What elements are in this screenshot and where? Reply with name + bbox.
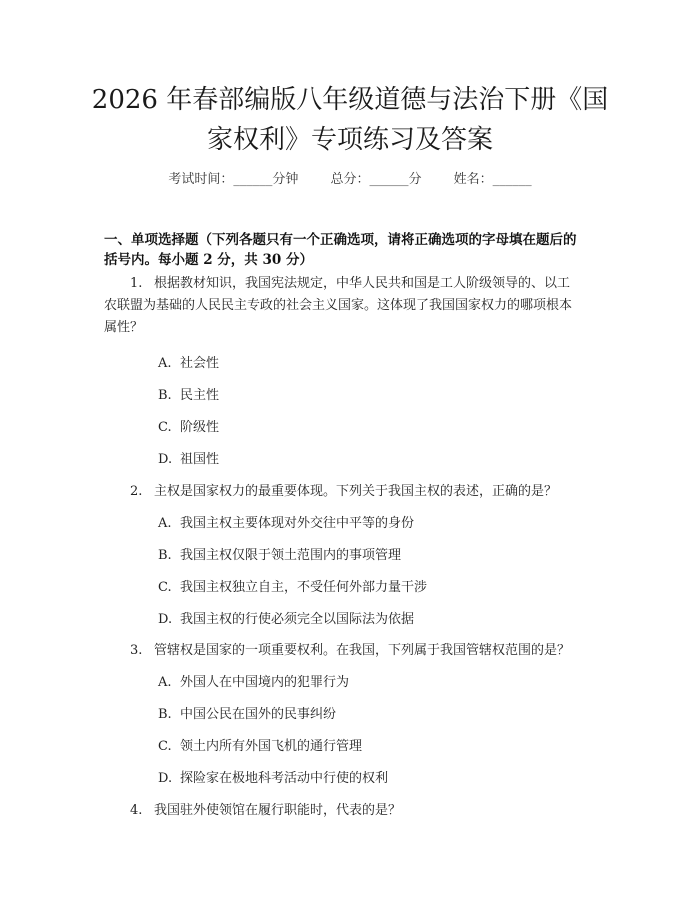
option-letter: C.: [158, 580, 172, 595]
option-text: 民主性: [180, 388, 220, 403]
option-letter: A.: [158, 675, 172, 690]
title-line-1: 2026 年春部编版八年级道德与法治下册《国: [91, 85, 609, 115]
student-name-field: 姓名：______: [453, 172, 532, 187]
option-letter: B.: [158, 548, 172, 563]
option-1b: [158, 386, 219, 406]
option-letter: A.: [158, 516, 172, 531]
exam-time-field: 考试时间：______分钟: [168, 172, 299, 187]
option-2b: [158, 546, 401, 566]
section-heading-line-1: 一、单项选择题（下列各题只有一个正确选项，请将正确选项的字母填在题后的: [104, 232, 577, 248]
question-number: 3.: [130, 643, 143, 658]
question-number: 1.: [130, 276, 143, 291]
option-letter: D.: [158, 771, 173, 786]
option-letter: D.: [158, 612, 173, 627]
option-3c: [158, 737, 362, 757]
option-text: 领土内所有外国飞机的通行管理: [180, 739, 363, 754]
option-letter: D.: [158, 452, 173, 467]
document-title: [0, 80, 700, 160]
option-text: 探险家在极地科考活动中行使的权利: [180, 771, 389, 786]
question-1: [104, 273, 604, 339]
question-text: 我国驻外使领馆在履行职能时，代表的是？: [154, 803, 402, 818]
option-text: 祖国性: [180, 452, 220, 467]
question-text: 管辖权是国家的一项重要权利。在我国，下列属于我国管辖权范围的是？: [154, 643, 571, 658]
question-text: 根据教材知识，我国宪法规定，中华人民共和国是工人阶级领导的、以工: [154, 276, 571, 291]
option-letter: B.: [158, 388, 172, 403]
question-2: [104, 481, 604, 503]
section-heading-line-2: 括号内。每小题 2 分，共 30 分）: [104, 252, 313, 268]
question-number: 2.: [130, 484, 143, 499]
option-3a: [158, 673, 349, 693]
total-score-field: 总分：______分: [330, 172, 422, 187]
question-4: [104, 800, 604, 822]
exam-meta-line: [0, 168, 700, 187]
option-text: 我国主权的行使必须完全以国际法为依据: [180, 612, 415, 627]
option-3d: [158, 769, 388, 789]
option-1a: [158, 354, 219, 374]
question-number: 4.: [130, 803, 143, 818]
question-3: [104, 640, 604, 662]
question-text-continued: 农联盟为基础的人民民主专政的社会主义国家。这体现了我国国家权力的哪项根本: [104, 298, 573, 313]
option-2c: [158, 578, 427, 598]
option-1d: [158, 450, 219, 470]
option-2d: [158, 610, 414, 630]
option-letter: C.: [158, 420, 172, 435]
option-1c: [158, 418, 219, 438]
option-3b: [158, 705, 336, 725]
section-heading: [104, 230, 604, 270]
option-letter: A.: [158, 356, 172, 371]
option-text: 社会性: [180, 356, 220, 371]
option-letter: C.: [158, 739, 172, 754]
option-text: 外国人在中国境内的犯罪行为: [180, 675, 350, 690]
option-text: 我国主权独立自主，不受任何外部力量干涉: [180, 580, 428, 595]
option-text: 我国主权仅限于领土范围内的事项管理: [180, 548, 402, 563]
question-text-continued: 属性？: [104, 320, 144, 335]
option-2a: [158, 514, 414, 534]
option-text: 阶级性: [180, 420, 220, 435]
title-line-2: 家权利》专项练习及答案: [206, 125, 493, 155]
option-text: 中国公民在国外的民事纠纷: [180, 707, 337, 722]
question-text: 主权是国家权力的最重要体现。下列关于我国主权的表述，正确的是？: [154, 484, 558, 499]
option-letter: B.: [158, 707, 172, 722]
option-text: 我国主权主要体现对外交往中平等的身份: [180, 516, 415, 531]
